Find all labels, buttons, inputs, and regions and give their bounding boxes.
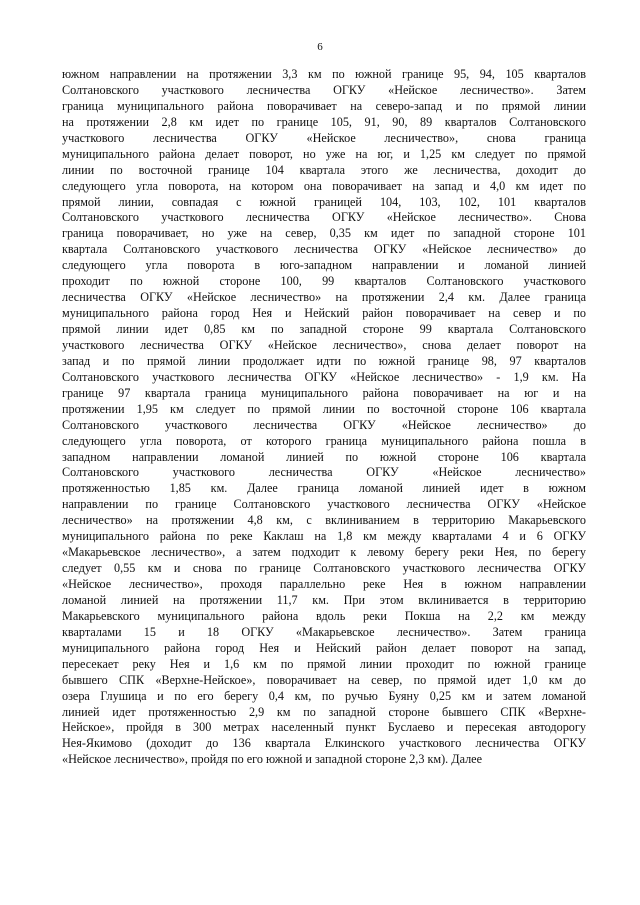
- text-line: лесничества ОГКУ «Нейское лесничество» на протяжении 2,4 км. Далее граница: [62, 290, 586, 305]
- text-line: следующего угла поворота, на котором она поворачивает на запад и 4,0 км идет по: [62, 178, 586, 193]
- text-line: Макарьевского муниципального района вдоль реки Покша на 2,2 км между: [62, 608, 586, 623]
- text-line: следующего угла поворота, от которого граница муниципального района пошла в: [62, 433, 586, 448]
- text-line: лесничество» на протяжении 4,8 км, с вклиниванием в территорию Макарьевского: [62, 513, 586, 528]
- text-line: Солтановского участкового лесничества ОГКУ «Нейское лесничество». Снова: [62, 210, 586, 225]
- text-line: запад и по прямой линии продолжает идти по южной границе 98, 97 кварталов: [62, 353, 586, 368]
- text-line: участкового лесничества ОГКУ «Нейское лесничество», снова граница: [62, 130, 586, 145]
- text-line: южном направлении на протяжении 3,3 км по южной границе 95, 94, 105 кварталов: [62, 67, 586, 81]
- text-line: прямой линии идет 0,85 км по западной стороне 99 квартала Солтановского: [62, 322, 586, 336]
- text-line: ломаной линией на протяжении 11,7 км. При этом вклинивается в территорию: [62, 592, 586, 607]
- text-line: озера Глушица и по его берегу 0,4 км, по ручью Буяну 0,25 км и затем ломаной: [62, 688, 586, 703]
- text-line: «Нейское лесничество», пройдя по его южной и западной стороне 2,3 км). Далее: [62, 752, 482, 767]
- text-line: бывшего СПК «Верхне-Нейское», поворачивает на север, по прямой идет 1,0 км до: [62, 672, 586, 687]
- text-line: проходит по южной стороне 100, 99 кварталов Солтановского участкового: [62, 274, 586, 289]
- text-line: западном направлении ломаной линией по южной стороне 106 квартала: [62, 449, 586, 464]
- text-line: Солтановского участкового лесничества ОГКУ «Нейское лесничество». Затем: [62, 82, 586, 97]
- text-line: следующего угла поворота в юго-западном направлении и ломаной линией: [62, 258, 586, 273]
- text-line: муниципального района делает поворот, но уже на юг, и 1,25 км следует по прямой: [62, 146, 586, 161]
- text-line: на протяжении 2,8 км идет по границе 105, 91, 90, 89 кварталов Солтановского: [62, 114, 586, 129]
- text-line: квартала Солтановского участкового лесничества ОГКУ «Нейское лесничество» до: [62, 242, 586, 257]
- text-line: Нея-Якимово (доходит до 136 квартала Елкинского участкового лесничества ОГКУ: [62, 736, 586, 751]
- text-line: протяжении 1,95 км следует по прямой линии по восточной стороне 106 квартала: [62, 401, 586, 416]
- text-line: Солтановского участкового лесничества ОГКУ «Нейское лесничество» - 1,9 км. На: [62, 369, 586, 384]
- text-line: Нейское», пройдя в 300 метрах населенный пункт Буслаево и пересекая автодорогу: [62, 720, 586, 735]
- text-line: муниципального района город Нея и Нейский район поворачивает на север и по: [62, 306, 586, 321]
- text-line: «Макарьевское лесничество», а затем подходит к левому берегу реки Нея, по берегу: [62, 545, 586, 560]
- text-line: линией идет протяженностью 2,9 км по западной стороне бывшего СПК «Верхне-: [62, 704, 586, 719]
- text-line: кварталами 15 и 18 ОГКУ «Макарьевское лесничество». Затем граница: [62, 624, 586, 639]
- text-line: граница поворачивает, но уже на север, 0,35 км идет по западной стороне 101: [62, 226, 586, 241]
- text-line: границе 97 квартала граница муниципального района поворачивает на юг и на: [62, 385, 586, 400]
- text-line: муниципального района город Нея и Нейский район делает поворот на запад,: [62, 640, 586, 655]
- text-line: следует 0,55 км и снова по границе Солтановского участкового лесничества ОГКУ: [62, 561, 586, 576]
- page-number: 6: [317, 41, 323, 53]
- text-line: муниципального района по реке Каклаш на 1,8 км между кварталами 4 и 6 ОГКУ: [62, 529, 586, 544]
- text-line: Солтановского участкового лесничества ОГКУ «Нейское лесничество»: [62, 465, 586, 480]
- text-line: протяженностью 1,85 км. Далее граница ломаной линией идет в южном: [62, 481, 586, 496]
- text-line: пересекает реку Нея и 1,6 км по прямой линии проходит по южной границе: [62, 656, 586, 671]
- text-line: линии по восточной границе 104 квартала этого же лесничества, доходит до: [62, 162, 586, 177]
- text-line: направлении по границе Солтановского участкового лесничества ОГКУ «Нейское: [62, 497, 586, 512]
- text-line: прямой линии, совпадая с южной границей 104, 103, 102, 101 кварталов: [62, 194, 586, 209]
- text-line: граница муниципального района поворачивает на северо-запад и по прямой линии: [62, 98, 586, 113]
- body-text: [62, 67, 586, 768]
- text-line: «Нейское лесничество», проходя параллельно реке Нея в южном направлении: [62, 577, 586, 591]
- text-line: участкового лесничества ОГКУ «Нейское лесничество», снова делает поворот на: [62, 337, 586, 352]
- text-line: Солтановского участкового лесничества ОГКУ «Нейское лесничество» до: [62, 417, 586, 432]
